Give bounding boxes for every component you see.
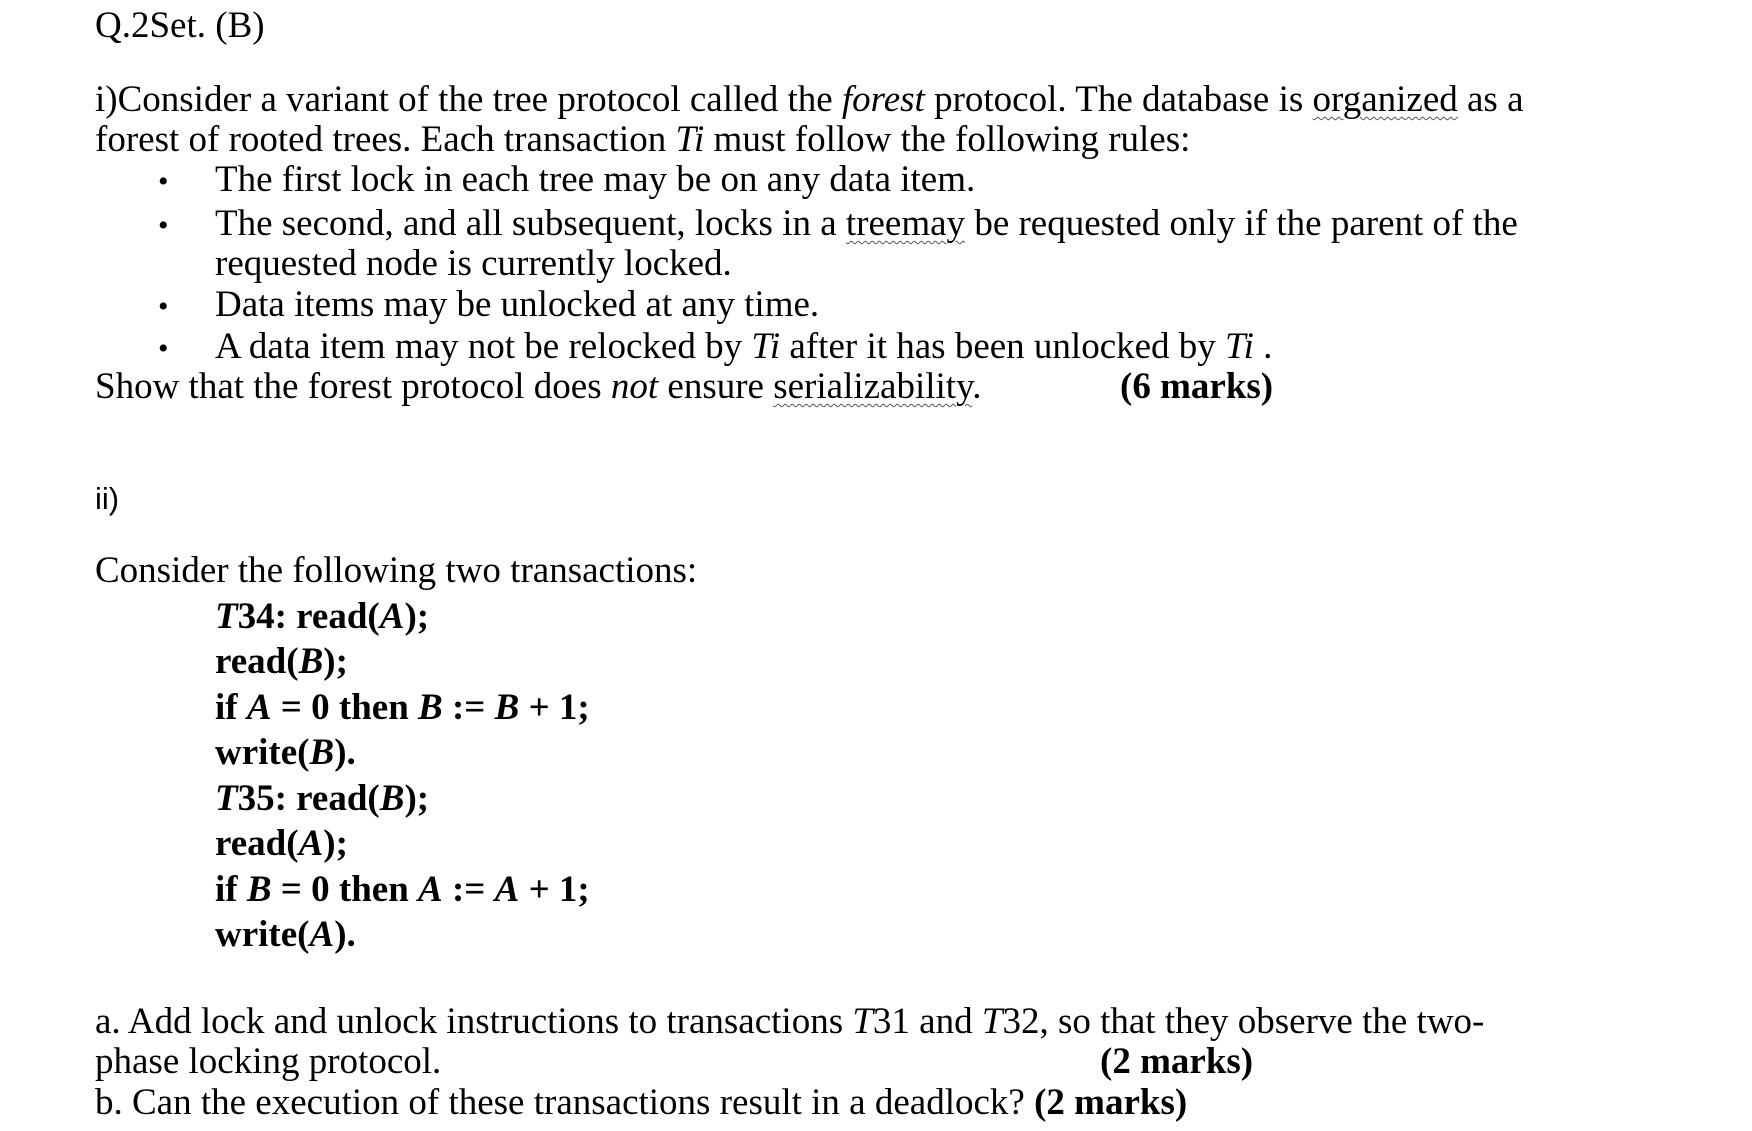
code-line-t35 bbox=[215, 777, 429, 821]
rule-4 bbox=[215, 325, 1272, 369]
code-line-t34 bbox=[215, 595, 429, 639]
rule-2-text-b: be requested only if the parent of the bbox=[965, 203, 1518, 244]
task-emphasis: not bbox=[610, 366, 659, 407]
qb-text: b. Can the execution of these transactions result in a deadlock? bbox=[95, 1082, 1035, 1123]
rule-4-emphasis-1: Ti bbox=[751, 326, 781, 367]
code-text: = 0 then bbox=[271, 869, 419, 910]
spellcheck-word-organized: organized bbox=[1312, 79, 1458, 120]
rule-1-text: The first lock in each tree may be on any data item. bbox=[215, 159, 976, 200]
code-text: = 0 then bbox=[271, 687, 419, 728]
code-end: ). bbox=[334, 914, 356, 955]
code-text: if bbox=[215, 687, 247, 728]
code-text: read( bbox=[215, 823, 299, 864]
marks-6: (6 marks) bbox=[1120, 366, 1274, 407]
part1-marks bbox=[1120, 365, 1273, 409]
rule-4-emphasis-2: Ti bbox=[1225, 326, 1254, 367]
line2-text-b: must follow the following rules: bbox=[704, 119, 1191, 160]
rule-1 bbox=[215, 158, 975, 202]
task-text-a: Show that the forest protocol does bbox=[95, 366, 611, 407]
code-line-7 bbox=[215, 868, 590, 912]
part1-intro-line bbox=[95, 78, 1524, 122]
qa-n1: 31 and bbox=[872, 1001, 982, 1042]
question-a bbox=[95, 1000, 1484, 1044]
code-var: A bbox=[379, 596, 405, 637]
heading-text: Q.2Set. (B) bbox=[95, 5, 265, 46]
line2-text-a: forest of rooted trees. Each transaction bbox=[95, 119, 676, 160]
rule-4-text-a: A data item may not be relocked by bbox=[215, 326, 752, 367]
rule-2-text-a: The second, and all subsequent, locks in a bbox=[215, 203, 846, 244]
code-t34-num: 34: read( bbox=[237, 596, 380, 637]
code-line-8 bbox=[215, 913, 356, 957]
code-end: ); bbox=[404, 596, 430, 637]
part2-intro bbox=[95, 549, 697, 593]
code-line-3 bbox=[215, 686, 590, 730]
code-var: B bbox=[298, 641, 324, 682]
spellcheck-word-treemay: treemay bbox=[845, 203, 966, 244]
spellcheck-word-serializability: serializability bbox=[773, 366, 973, 407]
code-line-6 bbox=[215, 822, 348, 866]
code-end: ); bbox=[323, 823, 348, 864]
question-heading bbox=[95, 4, 265, 48]
code-text: read( bbox=[215, 641, 299, 682]
line2-emphasis: Ti bbox=[675, 119, 705, 160]
qa-t1: T bbox=[852, 1001, 873, 1042]
code-var: A bbox=[246, 687, 272, 728]
task-text-c: . bbox=[972, 366, 982, 407]
question-b bbox=[95, 1081, 1187, 1125]
code-text: + 1; bbox=[519, 687, 590, 728]
bullet-icon: • bbox=[158, 332, 169, 365]
code-var: B bbox=[309, 732, 335, 773]
rule-2-continuation bbox=[215, 242, 732, 286]
question-a-marks bbox=[1100, 1040, 1253, 1084]
intro-text-b: protocol. The database is bbox=[924, 79, 1313, 120]
code-t35-num: 35: read( bbox=[237, 778, 380, 819]
code-text: if bbox=[215, 869, 247, 910]
rule-2-cont-text: requested node is currently locked. bbox=[215, 243, 732, 284]
code-end: ). bbox=[334, 732, 356, 773]
bullet-icon: • bbox=[158, 209, 169, 242]
qa-n2: 32, so that they observe the two- bbox=[1002, 1001, 1485, 1042]
bullet-icon: • bbox=[158, 165, 169, 198]
code-end: ); bbox=[323, 641, 348, 682]
code-text: := bbox=[442, 687, 495, 728]
qa-text-a: a. Add lock and unlock instructions to transactions bbox=[95, 1001, 853, 1042]
code-var: A bbox=[494, 869, 520, 910]
code-text: write( bbox=[215, 732, 310, 773]
code-line-2 bbox=[215, 640, 348, 684]
part1-intro-line-2 bbox=[95, 118, 1190, 162]
code-var: A bbox=[309, 914, 335, 955]
part2-intro-text: Consider the following two transactions: bbox=[95, 550, 698, 591]
code-var: B bbox=[418, 687, 443, 728]
part2-label bbox=[95, 477, 119, 521]
code-t34-name: T bbox=[215, 596, 238, 637]
qa-cont-text: phase locking protocol. bbox=[95, 1041, 442, 1082]
question-a-continuation bbox=[95, 1040, 441, 1084]
code-var: A bbox=[418, 869, 443, 910]
code-text: write( bbox=[215, 914, 310, 955]
marks-2: (2 marks) bbox=[1100, 1041, 1254, 1082]
rule-3-text: Data items may be unlocked at any time. bbox=[215, 284, 820, 325]
rule-4-text-b: after it has been unlocked by bbox=[780, 326, 1226, 367]
intro-text-c: as a bbox=[1457, 79, 1524, 120]
rule-3 bbox=[215, 283, 819, 327]
task-text-b: ensure bbox=[658, 366, 774, 407]
bullet-icon: • bbox=[158, 290, 169, 323]
marks-2: (2 marks) bbox=[1034, 1082, 1188, 1123]
code-var: B bbox=[246, 869, 272, 910]
code-line-4 bbox=[215, 731, 356, 775]
part1-task-line bbox=[95, 365, 981, 409]
qa-t2: T bbox=[981, 1001, 1003, 1042]
code-text: + 1; bbox=[519, 869, 590, 910]
rule-2 bbox=[215, 202, 1518, 246]
code-text: := bbox=[442, 869, 495, 910]
code-t35-name: T bbox=[215, 778, 238, 819]
intro-text-a: i)Consider a variant of the tree protocol called the bbox=[95, 79, 842, 120]
part2-label-text: ii) bbox=[95, 481, 120, 516]
rule-4-text-c: . bbox=[1253, 326, 1273, 367]
code-var: B bbox=[379, 778, 405, 819]
code-var: B bbox=[494, 687, 520, 728]
code-end: ); bbox=[404, 778, 430, 819]
code-var: A bbox=[298, 823, 324, 864]
intro-emphasis: forest bbox=[841, 79, 925, 120]
